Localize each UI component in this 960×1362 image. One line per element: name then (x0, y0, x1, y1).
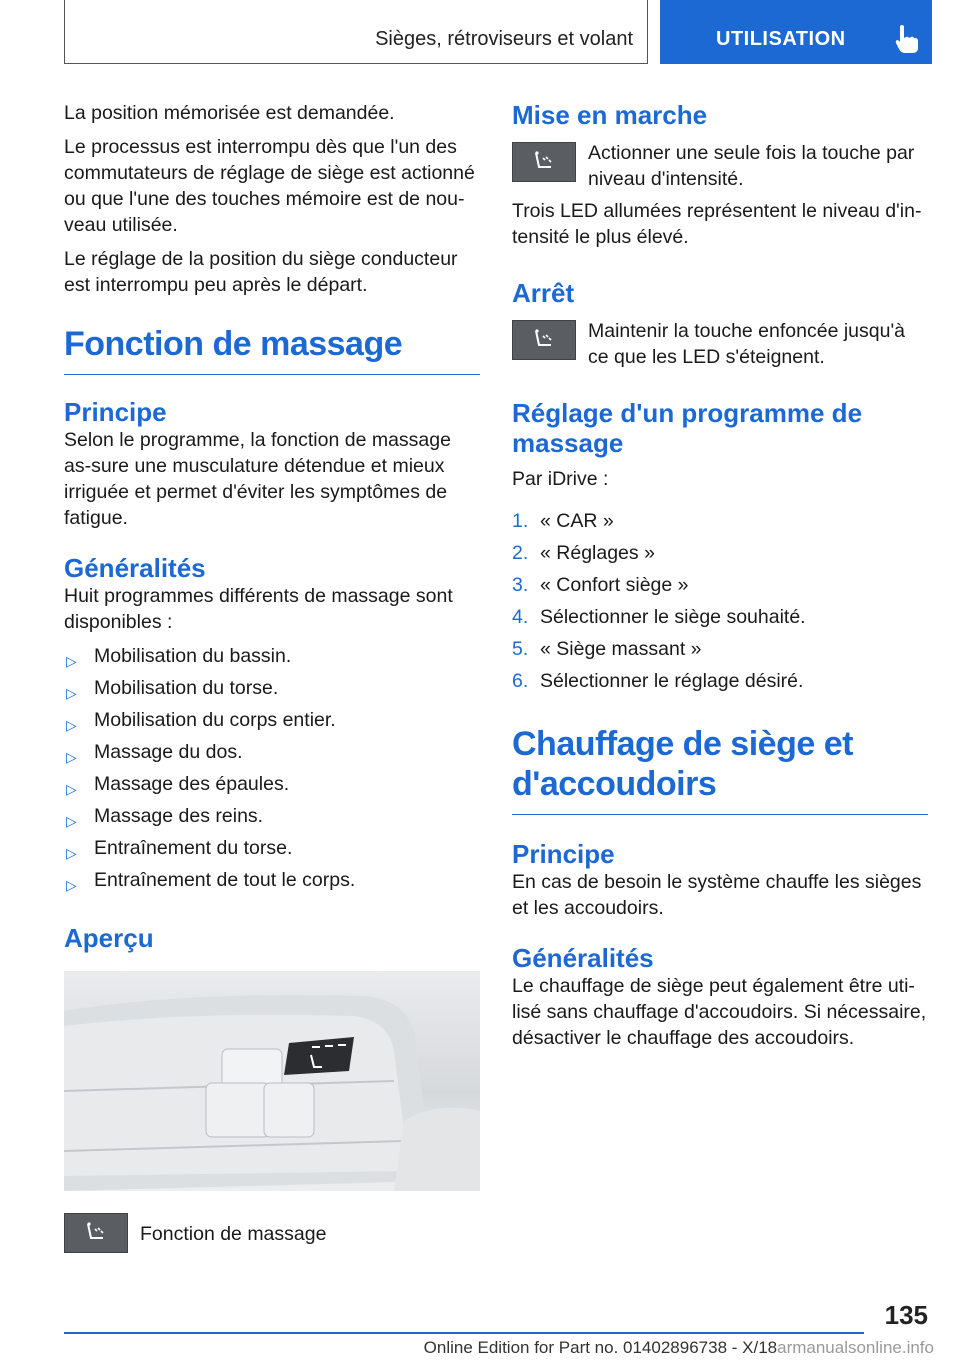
section-title: Sièges, rétroviseurs et volant (375, 28, 633, 50)
principe-text-right: En cas de besoin le système chauffe les sièges et les accoudoirs. (512, 871, 922, 919)
triangle-bullet-icon: ▷ (66, 845, 77, 861)
watermark-text: armanualsonline.info (777, 1338, 934, 1357)
list-item (64, 771, 480, 797)
list-item (512, 508, 928, 534)
step-number: 2. (512, 542, 529, 564)
list-item-text: Massage des épaules. (94, 773, 290, 795)
apercu-heading: Aperçu (64, 923, 154, 953)
footer-edition (424, 1338, 934, 1358)
list-item (512, 604, 928, 630)
mise-icon-row (512, 140, 928, 192)
left-column (64, 100, 480, 1259)
right-column (512, 100, 928, 1059)
massage-button-photo (64, 971, 480, 1191)
massage-heading: Fonction de massage (64, 324, 480, 375)
triangle-bullet-icon: ▷ (66, 877, 77, 893)
seat-massage-icon (512, 320, 576, 360)
step-text: « Siège massant » (540, 638, 702, 660)
list-item-text: Mobilisation du torse. (94, 677, 279, 699)
step-text: Sélectionner le réglage désiré. (540, 670, 804, 692)
triangle-bullet-icon: ▷ (66, 653, 77, 669)
principe-heading-right: Principe (512, 839, 615, 869)
icon-caption: Fonction de massage (140, 1223, 327, 1245)
list-item (64, 707, 480, 733)
intro-paragraph-1: La position mémorisée est demandée. (64, 102, 395, 124)
step-text: « Réglages » (540, 542, 655, 564)
step-number: 4. (512, 606, 529, 628)
mise-text: Actionner une seule fois la touche par niveau d'intensité. (588, 142, 915, 190)
intro-paragraph-3: Le réglage de la position du siège conducteur est interrompu peu après le départ. (64, 248, 458, 296)
step-number: 5. (512, 638, 529, 660)
generalites-text: Huit programmes différents de massage sont disponibles : (64, 585, 453, 633)
list-item (512, 572, 928, 598)
triangle-bullet-icon: ▷ (66, 749, 77, 765)
program-list (64, 643, 480, 893)
list-item-text: Massage du dos. (94, 741, 243, 763)
reglage-intro: Par iDrive : (512, 468, 609, 490)
principe-text: Selon le programme, la fonction de massage as-sure une musculature détendue et mieux irriguée et permet d'éviter les symptômes de fatigue. (64, 429, 451, 529)
arret-heading: Arrêt (512, 278, 575, 308)
generalites-text-right: Le chauffage de siège peut également être uti-lisé sans chauffage d'accoudoirs. Si nécessaire, désactiver le chauffage des accoudoirs. (512, 975, 927, 1049)
list-item (512, 540, 928, 566)
intro-paragraph-2: Le processus est interrompu dès que l'un des commutateurs de réglage de siège est actionné ou que l'une des touches mémoire est de nou-veau utilisée. (64, 136, 475, 236)
seat-massage-icon (64, 1213, 128, 1253)
chapter-label: UTILISATION (716, 28, 846, 50)
edition-text: Online Edition for Part no. 01402896738 - X/18 (423, 1338, 778, 1357)
step-number: 6. (512, 670, 529, 692)
generalites-heading: Généralités (64, 553, 206, 583)
mise-en-marche-heading: Mise en marche (512, 100, 708, 130)
header-section-box (64, 0, 648, 64)
triangle-bullet-icon: ▷ (66, 781, 77, 797)
step-text: « Confort siège » (540, 574, 689, 596)
list-item-text: Entraînement du torse. (94, 837, 293, 859)
chapter-tab[interactable] (660, 0, 932, 64)
list-item (512, 636, 928, 662)
step-number: 3. (512, 574, 529, 596)
list-item-text: Mobilisation du corps entier. (94, 709, 336, 731)
generalites-heading-right: Généralités (512, 943, 654, 973)
reglage-steps (512, 508, 928, 694)
principe-heading: Principe (64, 397, 167, 427)
page-number: 135 (884, 1300, 928, 1330)
list-item (64, 643, 480, 669)
chauffage-heading: Chauffage de siège et d'accoudoirs (512, 724, 928, 815)
triangle-bullet-icon: ▷ (66, 717, 77, 733)
mise-text-2: Trois LED allumées représentent le niveau d'in-tensité le plus élevé. (512, 200, 922, 248)
footer-rule (64, 1332, 864, 1334)
list-item (64, 675, 480, 701)
list-item (64, 803, 480, 829)
arret-text: Maintenir la touche enfoncée jusqu'à ce que les LED s'éteignent. (588, 320, 906, 368)
step-text: Sélectionner le siège souhaité. (540, 606, 806, 628)
massage-icon-row (64, 1211, 480, 1253)
list-item-text: Mobilisation du bassin. (94, 645, 292, 667)
list-item-text: Entraînement de tout le corps. (94, 869, 356, 891)
seat-massage-icon (512, 142, 576, 182)
list-item (512, 668, 928, 694)
triangle-bullet-icon: ▷ (66, 813, 77, 829)
step-number: 1. (512, 510, 529, 532)
step-text: « CAR » (540, 510, 614, 532)
reglage-heading: Réglage d'un programme de massage (512, 398, 863, 458)
triangle-bullet-icon: ▷ (66, 685, 77, 701)
list-item (64, 867, 480, 893)
list-item (64, 835, 480, 861)
arret-icon-row (512, 318, 928, 370)
pointing-hand-icon (894, 24, 920, 54)
list-item (64, 739, 480, 765)
list-item-text: Massage des reins. (94, 805, 264, 827)
